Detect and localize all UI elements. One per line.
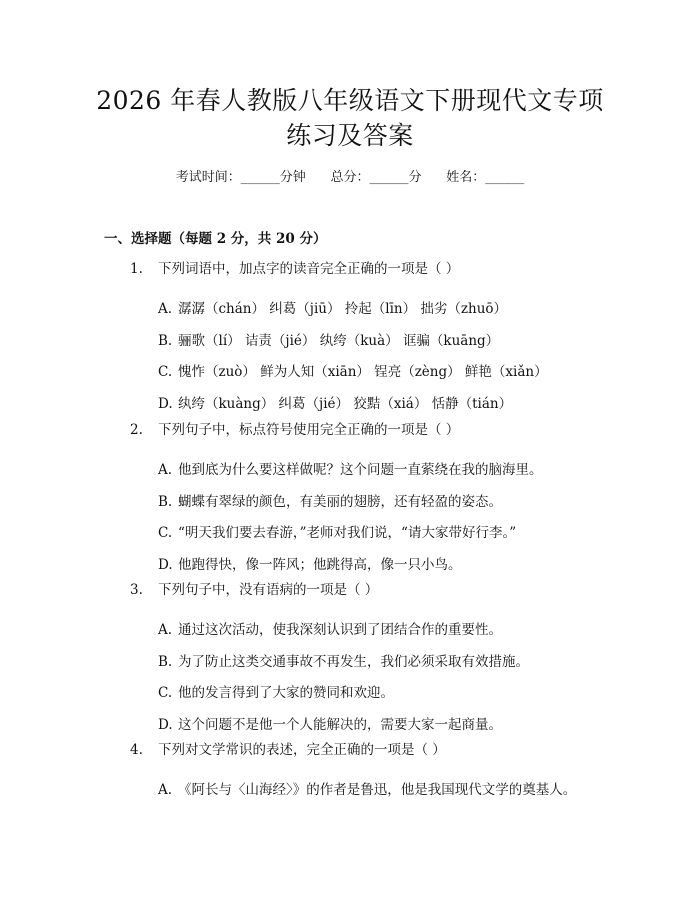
answer-option xyxy=(158,493,502,511)
question-number: 1. xyxy=(130,261,143,277)
question-text: 下列句子中，没有语病的一项是（ ） xyxy=(158,582,379,598)
option-letter: D. xyxy=(158,395,173,412)
answer-option xyxy=(158,653,529,671)
option-letter: B. xyxy=(158,493,173,510)
question-text: 下列对文学常识的表述，完全正确的一项是（ ） xyxy=(158,742,446,758)
question-stem xyxy=(130,741,446,759)
option-text: “明天我们要去春游，”老师对我们说，“请大家带好行李。” xyxy=(178,525,517,542)
option-letter: A. xyxy=(158,301,173,317)
option-text: 愧怍（zuò） 鲜为人知（xiān） 锃亮（zèng） 鲜艳（xiǎn） xyxy=(178,364,548,381)
section-heading: 一、选择题（每题 2 分，共 20 分） xyxy=(104,231,327,247)
question-number: 3. xyxy=(130,582,143,598)
option-text: 他跑得快，像一阵风；他跳得高，像一只小鸟。 xyxy=(178,556,462,573)
answer-option xyxy=(158,781,576,799)
document-title-line-2: 练习及答案 xyxy=(286,121,414,150)
question-text: 下列句子中，标点符号使用完全正确的一项是（ ） xyxy=(158,422,460,438)
option-letter: A. xyxy=(158,622,173,638)
option-text: 这个问题不是他一个人能解决的，需要大家一起商量。 xyxy=(178,716,502,733)
answer-option xyxy=(158,300,507,318)
option-text: 他到底为什么要这样做呢？这个问题一直萦绕在我的脑海里。 xyxy=(178,462,543,478)
answer-option xyxy=(158,332,499,350)
option-text: 蝴蝶有翠绿的颜色，有美丽的翅膀，还有轻盈的姿态。 xyxy=(178,493,502,510)
option-text: 潺潺（chán） 纠葛（jiū） 拎起（līn） 拙劣（zhuō） xyxy=(178,301,508,317)
answer-option xyxy=(158,716,502,734)
option-letter: B. xyxy=(158,653,173,670)
question-number: 4. xyxy=(130,742,143,758)
answer-option xyxy=(158,556,462,574)
answer-option xyxy=(158,684,394,702)
document-title-line-1: 2026 年春人教版八年级语文下册现代文专项 xyxy=(96,86,604,115)
exam-meta-info: 考试时间：______分钟 总分：______分 姓名：______ xyxy=(175,170,525,185)
option-text: 通过这次活动，使我深刻认识到了团结合作的重要性。 xyxy=(178,622,502,638)
answer-option xyxy=(158,363,548,381)
answer-option xyxy=(158,621,502,639)
question-stem xyxy=(130,421,459,439)
option-text: 他的发言得到了大家的赞同和欢迎。 xyxy=(178,685,394,702)
option-text: 为了防止这类交通事故不再发生，我们必须采取有效措施。 xyxy=(178,653,529,670)
option-text: 《阿长与〈山海经〉》的作者是鲁迅，他是我国现代文学的奠基人。 xyxy=(178,782,577,798)
option-letter: B. xyxy=(158,332,173,349)
answer-option xyxy=(158,524,516,542)
question-number: 2. xyxy=(130,422,143,438)
answer-option xyxy=(158,395,512,413)
option-letter: A. xyxy=(158,782,173,798)
question-stem xyxy=(130,260,459,278)
option-text: 纨绔（kuàng） 纠葛（jié） 狡黠（xiá） 恬静（tián） xyxy=(178,395,513,412)
option-text: 骊歌（lí） 诘责（jié） 纨绔（kuà） 诓骗（kuāng） xyxy=(178,332,500,349)
option-letter: C. xyxy=(158,685,173,702)
option-letter: D. xyxy=(158,556,173,573)
option-letter: C. xyxy=(158,364,173,381)
answer-option xyxy=(158,461,543,479)
question-stem xyxy=(130,581,378,599)
option-letter: C. xyxy=(158,525,173,542)
question-text: 下列词语中，加点字的读音完全正确的一项是（ ） xyxy=(158,261,460,277)
option-letter: D. xyxy=(158,716,173,733)
option-letter: A. xyxy=(158,462,173,478)
